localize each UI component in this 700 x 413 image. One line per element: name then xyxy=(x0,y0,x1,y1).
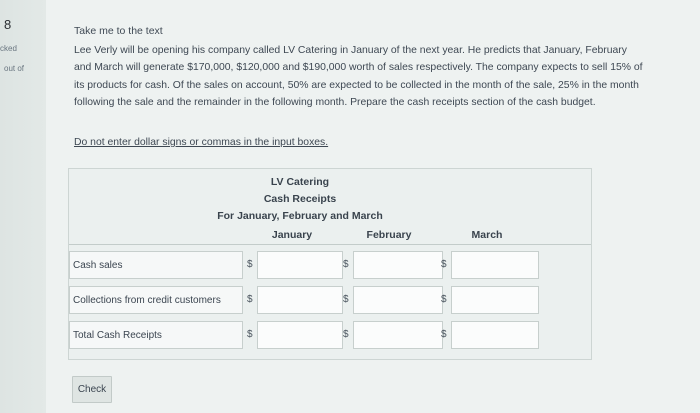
question-status: cked xyxy=(0,44,17,53)
collections-february-input[interactable] xyxy=(353,286,443,314)
table-row-credit-collections xyxy=(69,284,591,318)
cash-receipts-table xyxy=(68,168,592,360)
total-receipts-february-input[interactable] xyxy=(353,321,443,349)
collections-january-input[interactable] xyxy=(257,286,343,314)
column-header-january: January xyxy=(271,229,313,241)
check-button[interactable]: Check xyxy=(72,376,112,403)
points-label: out of xyxy=(4,64,25,73)
row-label-total-receipts: Total Cash Receipts xyxy=(69,321,243,349)
dollar-sign: $ xyxy=(247,259,253,270)
column-header-february: February xyxy=(366,229,412,241)
dollar-sign: $ xyxy=(441,259,447,270)
cash-sales-february-input[interactable] xyxy=(353,251,443,279)
total-receipts-january-input[interactable] xyxy=(257,321,343,349)
column-header-march: March xyxy=(471,229,503,241)
row-label-cash-sales: Cash sales xyxy=(69,251,243,279)
dollar-sign: $ xyxy=(247,329,253,340)
take-me-to-text-link[interactable]: Take me to the text xyxy=(74,25,163,37)
cash-sales-january-input[interactable] xyxy=(257,251,343,279)
cash-sales-march-input[interactable] xyxy=(451,251,539,279)
table-period: For January, February and March xyxy=(217,210,383,222)
table-subtitle: Cash Receipts xyxy=(263,193,337,205)
table-row-cash-sales xyxy=(69,249,591,283)
dollar-sign: $ xyxy=(441,294,447,305)
dollar-sign: $ xyxy=(343,259,349,270)
dollar-sign: $ xyxy=(343,294,349,305)
dollar-sign: $ xyxy=(247,294,253,305)
input-instruction: Do not enter dollar signs or commas in the input boxes. xyxy=(74,137,329,148)
question-sidebar xyxy=(0,0,47,413)
total-receipts-march-input[interactable] xyxy=(451,321,539,349)
table-row-total-receipts xyxy=(69,319,591,353)
dollar-sign: $ xyxy=(343,329,349,340)
problem-statement: Lee Verly will be opening his company called LV Catering in January of the next year. He predicts that January, February and March will generate $170,000, $120,000 and $190,000 worth of sales respectively. The company expects to sell 15% of its products for cash. Of the sales on account, 50% are expected to be collected in the month of the sale, 25% in the month following the sale and the remainder in the following month. Prepare the cash receipts section of the cash budget. xyxy=(74,45,643,109)
table-company-title: LV Catering xyxy=(270,176,330,188)
question-content xyxy=(46,0,700,413)
header-divider xyxy=(69,244,591,245)
row-label-credit-collections: Collections from credit customers xyxy=(69,286,243,314)
question-number: 8 xyxy=(4,17,12,32)
collections-march-input[interactable] xyxy=(451,286,539,314)
dollar-sign: $ xyxy=(441,329,447,340)
